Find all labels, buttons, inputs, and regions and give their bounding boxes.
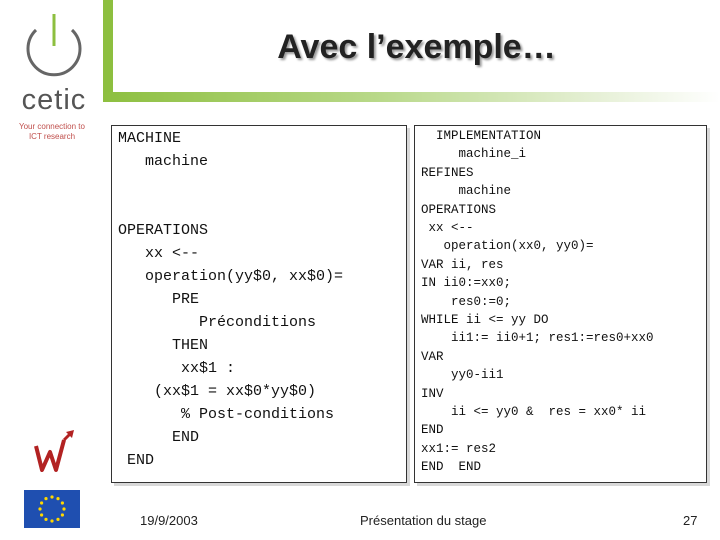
code-line: IMPLEMENTATION (421, 129, 542, 143)
code-line: yy0-ii1 (421, 368, 504, 383)
code-line: END (421, 423, 444, 438)
code-line: machine_i (421, 147, 527, 162)
eu-star (44, 497, 47, 500)
code-line: xx <-- (421, 221, 474, 235)
machine-code-box (111, 125, 407, 483)
code-line: (xx$1 = xx$0*yy$0) (118, 383, 317, 400)
eu-star (50, 519, 53, 522)
code-line: ii1:= ii0+1; res1:=res0+xx0 (421, 331, 654, 346)
code-line: MACHINE (118, 130, 182, 147)
eu-star (40, 513, 43, 516)
code-line: VAR ii, res (421, 257, 504, 272)
code-line: ii <= yy0 & res = xx0* ii (421, 405, 647, 419)
page-number: 27 (683, 513, 698, 528)
eu-flag-icon (24, 490, 80, 528)
sidebar (0, 0, 103, 540)
code-line: END END (421, 460, 482, 475)
code-line: END (118, 429, 200, 446)
slide-title: Avec l’exemple… (277, 28, 556, 66)
tagline (4, 122, 100, 142)
code-line: operation(yy$0, xx$0)= (118, 268, 344, 285)
eu-star (44, 518, 47, 521)
code-line: machine (421, 184, 512, 199)
code-line: % Post-conditions (118, 406, 335, 423)
eu-star (38, 507, 41, 510)
eu-star (40, 501, 43, 504)
code-line: xx$1 : (118, 360, 236, 377)
implementation-code-box (414, 125, 707, 483)
eu-star (56, 518, 59, 521)
code-line: WHILE ii <= yy DO (421, 313, 549, 327)
code-line: res0:=0; (421, 294, 512, 309)
accent-bar-vertical (103, 0, 113, 92)
code-line: REFINES (421, 165, 474, 180)
code-line: END (118, 452, 155, 469)
eu-star (50, 495, 53, 498)
cetic-logo-text: cetic (21, 84, 87, 116)
code-line: operation(xx0, yy0)= (421, 239, 594, 254)
cetic-power-icon (14, 12, 94, 86)
code-line: IN ii0:=xx0; (421, 276, 512, 291)
eu-star (61, 501, 64, 504)
code-line: OPERATIONS (421, 202, 497, 217)
w-logo-icon (30, 428, 78, 476)
accent-bar-horizontal (103, 92, 720, 102)
code-line: THEN (118, 337, 209, 354)
code-line: INV (421, 386, 444, 401)
eu-star (56, 497, 59, 500)
code-line: Préconditions (118, 314, 317, 331)
code-line: OPERATIONS (118, 222, 209, 239)
code-line: xx <-- (118, 245, 200, 262)
eu-star (62, 507, 65, 510)
footer-title: Présentation du stage (360, 513, 487, 528)
code-line: PRE (118, 291, 200, 308)
code-line: VAR (421, 349, 444, 364)
code-line: xx1:= res2 (421, 441, 497, 456)
code-line: machine (118, 153, 209, 170)
eu-star (61, 513, 64, 516)
tagline-line-1: Your connection to (19, 122, 85, 131)
footer-date: 19/9/2003 (140, 513, 198, 528)
tagline-line-2: ICT research (28, 132, 76, 141)
